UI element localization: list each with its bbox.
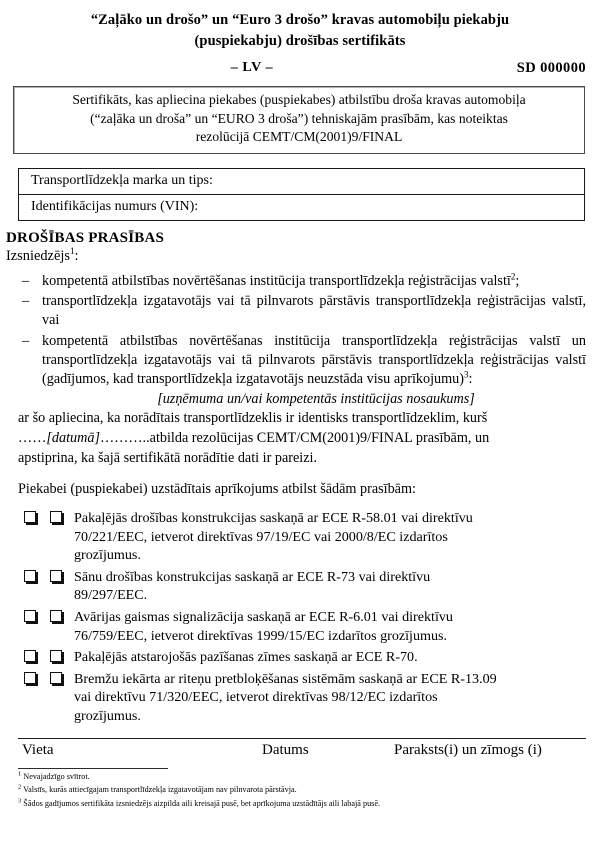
footnote-divider [18, 768, 168, 769]
requirement-text-line: 89/297/EEC. [74, 587, 148, 604]
title-line-2: (puspiekabju) drošības sertifikāts [194, 32, 406, 49]
declaration-line-2 [18, 429, 586, 448]
footnote-3-text: Šādos gadījumos sertifikāta izsniedzējs aizpilda aili kreisajā pusē, bet aprīkojuma uzstādītājs aili labajā pusē. [23, 799, 381, 809]
serial-number: SD 000000 [516, 60, 586, 77]
dash-bullet-icon: – [22, 272, 30, 289]
equipment-intro: Piekabei (puspiekabei) uzstādītais aprīkojums atbilst šādām prasībām: [18, 480, 416, 497]
company-name-placeholder[interactable]: [uzņēmuma un/vai kompetentās institūcijas nosaukums] [157, 390, 475, 407]
country-code: – LV – [230, 60, 274, 76]
requirement-text-line: Pakaļējās atstarojošās pazīšanas zīmes saskaņā ar ECE R-70. [74, 649, 418, 666]
issuer-option-2 [22, 292, 586, 330]
country-serial-row [0, 60, 600, 84]
issuer-label-text: Izsniedzējs [6, 247, 70, 264]
checkbox-icon-left[interactable] [24, 570, 36, 582]
requirement-text-line: grozījumus. [74, 708, 141, 725]
declaration-line-1: ar šo apliecina, ka norādītais transportlīdzeklis ir identisks transportlīdzeklim, kurš [18, 409, 488, 426]
page-title [0, 0, 600, 51]
checkbox-icon-right[interactable] [50, 650, 62, 662]
certificate-statement-line-2: (“zaļāka un droša” un “EURO 3 droša”) tehniskajām prasībām, kas noteiktas [90, 110, 508, 126]
requirement-item [22, 608, 586, 645]
certificate-statement-line-3: rezolūcijā CEMT/CM(2001)9/FINAL [195, 129, 403, 145]
date-label: Datums [262, 741, 309, 758]
dash-bullet-icon: – [22, 293, 30, 310]
issuer-footnote-marker: 1 [69, 245, 75, 256]
issuer-label [6, 245, 600, 265]
footnotes [18, 771, 590, 811]
issuer-option-2-text: transportlīdzekļa izgatavotājs vai tā pilnvarots pārstāvis transportlīdzekļa reģistrācijas valstī, vai [42, 293, 586, 329]
footnote-1 [18, 771, 590, 784]
checkbox-icon-left[interactable] [24, 650, 36, 662]
requirement-item [22, 648, 586, 667]
issuer-option-3-footnote: 3 [463, 369, 469, 380]
issuer-options-list [22, 272, 586, 389]
requirement-item [22, 509, 586, 565]
requirement-item [22, 670, 586, 726]
requirement-text-line: Pakaļējās drošības konstrukcijas saskaņā ar ECE R-58.01 vai direktīvu [74, 510, 473, 527]
issuer-option-3-suffix: : [468, 370, 473, 387]
footnote-1-text: Nevajadzīgo svītrot. [23, 771, 90, 781]
declaration-line-2-text: atbilda rezolūcijas CEMT/CM(2001)9/FINAL prasībām, un [149, 430, 490, 447]
footnote-1-marker: 1 [18, 769, 22, 777]
requirement-text-line: 76/759/EEC, ietverot direktīvas 1999/15/EC izdarītos grozījumus. [74, 627, 448, 644]
checkbox-icon-left[interactable] [24, 610, 36, 622]
field-vin-label: Identifikācijas numurs (VIN): [31, 198, 199, 214]
checkbox-icon-left[interactable] [24, 511, 36, 523]
field-vehicle-make-type[interactable] [19, 169, 584, 194]
field-vin[interactable] [19, 194, 584, 220]
requirement-text-line: Bremžu iekārta ar riteņu pretbloķēšanas sistēmām saskaņā ar ECE R-13.09 [74, 670, 497, 687]
issuer-option-1-suffix: ; [515, 272, 520, 289]
checkbox-icon-right[interactable] [50, 672, 62, 684]
issuer-colon: : [74, 247, 79, 264]
title-line-1: “Zaļāko un drošo” un “Euro 3 drošo” kravas automobiļu piekabju [90, 12, 510, 28]
requirement-text-line: grozījumus. [74, 547, 141, 564]
requirement-item [22, 568, 586, 605]
requirement-text-line: Avārijas gaismas signalizācija saskaņā ar ECE R-6.01 vai direktīvu [74, 609, 453, 626]
field-vehicle-make-type-label: Transportlīdzekļa marka un tips: [31, 172, 213, 188]
issuer-option-3-text: kompetentā atbilstības novērtēšanas institūcija transportlīdzekļa reģistrācijas valstī un transportlīdzekļa izgatavotājs vai tā pilnvarots pārstāvis transportlīdzekļa reģistrācijas valstī (gadījumos, kad transportlīdzekļa izgatavotājs neuzstāda visu aprīkojumu) [42, 333, 586, 387]
checkbox-icon-left[interactable] [24, 672, 36, 684]
issuer-option-1-text: kompetentā atbilstības novērtēšanas institūcija transportlīdzekļa reģistrācijas valstī [42, 272, 511, 289]
certificate-statement-line-1: Sertifikāts, kas apliecina piekabes (puspiekabes) atbilstību droša kravas automobiļa [72, 92, 526, 108]
signature-divider [18, 738, 586, 739]
vehicle-fields-box [18, 168, 585, 221]
footnote-2-marker: 2 [18, 783, 22, 791]
requirement-text-line: vai direktīvu 71/320/EEC, ietverot direktīvas 98/12/EC izdarītos [74, 689, 438, 706]
place-label: Vieta [22, 741, 54, 758]
safety-requirements-heading: DROŠĪBAS PRASĪBAS [6, 229, 165, 246]
footnote-3 [18, 798, 590, 811]
declaration-dots-suffix: ……….. [99, 430, 150, 447]
requirement-text-line: Sānu drošības konstrukcijas saskaņā ar ECE R-73 vai direktīvu [74, 568, 431, 585]
signature-row [22, 742, 586, 759]
checkbox-icon-right[interactable] [50, 570, 62, 582]
declaration-dots-prefix: …… [18, 430, 47, 447]
footnote-2-text: Valstīs, kurās attiecīgajam transportlīdzekļa izgatavotājam nav pilnvarota pārstāvja. [23, 785, 297, 795]
checkbox-icon-right[interactable] [50, 610, 62, 622]
certificate-statement-box [13, 86, 585, 153]
dash-bullet-icon: – [22, 333, 30, 350]
checkbox-icon-right[interactable] [50, 511, 62, 523]
declaration-date-placeholder[interactable]: [datumā] [46, 430, 100, 447]
issuer-option-1-footnote: 2 [510, 270, 516, 281]
footnote-3-marker: 3 [18, 797, 22, 805]
requirement-text-line: 70/221/EEC, ietverot direktīvas 97/19/EC vai 2000/8/EC izdarītos [74, 528, 448, 545]
signature-stamp-label: Paraksts(i) un zīmogs (i) [394, 741, 542, 758]
issuer-option-1 [22, 272, 586, 291]
declaration-line-3: apstiprina, ka šajā sertifikātā norādītie dati ir pareizi. [18, 450, 317, 467]
issuer-option-3 [22, 332, 586, 389]
requirements-list [22, 509, 586, 726]
footnote-2 [18, 784, 590, 797]
